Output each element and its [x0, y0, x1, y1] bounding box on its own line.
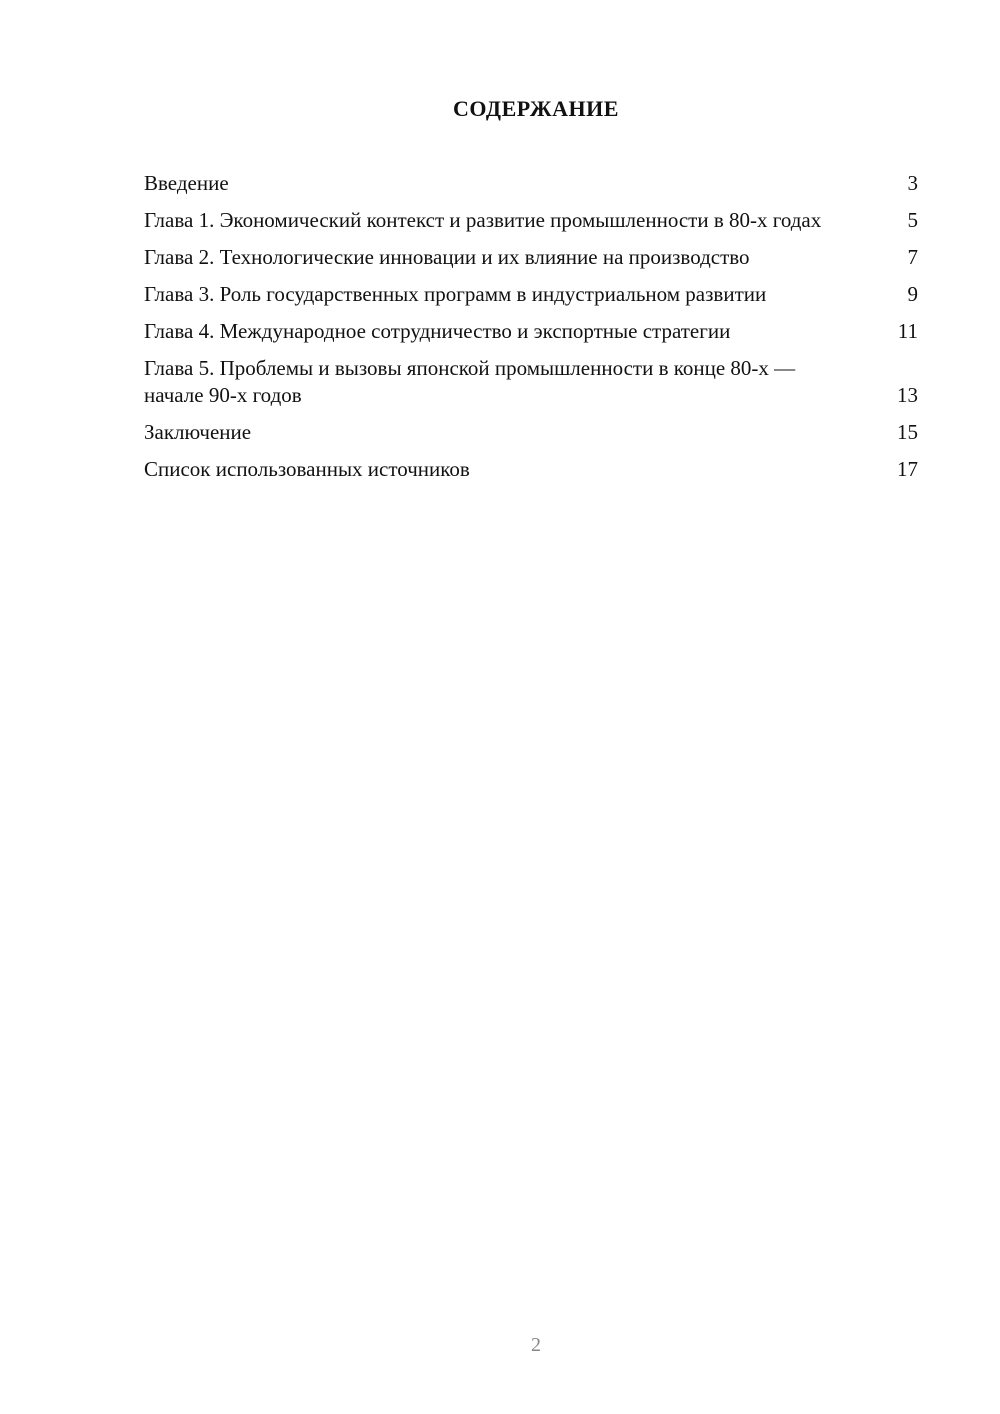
toc-entry-references[interactable] — [144, 456, 918, 483]
toc-entry-label: Заключение — [144, 420, 252, 444]
toc-entry-page: 7 — [907, 245, 918, 269]
toc-entry-label: Глава 4. Международное сотрудничество и экспортные стратегии — [144, 319, 731, 343]
toc-entry-page: 11 — [897, 319, 918, 343]
toc-entry-label: Глава 2. Технологические инновации и их влияние на производство — [144, 245, 750, 269]
toc-entry-page: 17 — [897, 457, 918, 481]
toc-entry-page: 13 — [897, 383, 918, 407]
toc-entry-chapter-4[interactable] — [144, 318, 918, 345]
toc-entry-page: 3 — [907, 171, 918, 195]
toc-entry-page: 15 — [897, 420, 918, 444]
toc-entry-chapter-2[interactable] — [144, 244, 918, 271]
toc-entry-label: Введение — [144, 171, 229, 195]
page-number: 2 — [531, 1334, 541, 1356]
toc-entry-label: Список использованных источников — [144, 457, 470, 481]
toc-entry-page: 9 — [907, 282, 918, 306]
toc-entry-chapter-1[interactable] — [144, 207, 918, 234]
toc-entry-chapter-3[interactable] — [144, 281, 918, 308]
toc-entry-conclusion[interactable] — [144, 419, 918, 446]
toc-entry-introduction[interactable] — [144, 170, 918, 197]
table-of-contents — [144, 170, 918, 493]
page-title: СОДЕРЖАНИЕ — [453, 96, 619, 121]
toc-entry-label: Глава 5. Проблемы и вызовы японской промышленности в конце 80-х — начале 90-х годов — [144, 356, 796, 407]
toc-entry-page: 5 — [907, 208, 918, 232]
toc-entry-label: Глава 1. Экономический контекст и развитие промышленности в 80-х годах — [144, 208, 822, 232]
toc-entry-chapter-5[interactable] — [144, 355, 918, 409]
toc-entry-label: Глава 3. Роль государственных программ в индустриальном развитии — [144, 282, 767, 306]
